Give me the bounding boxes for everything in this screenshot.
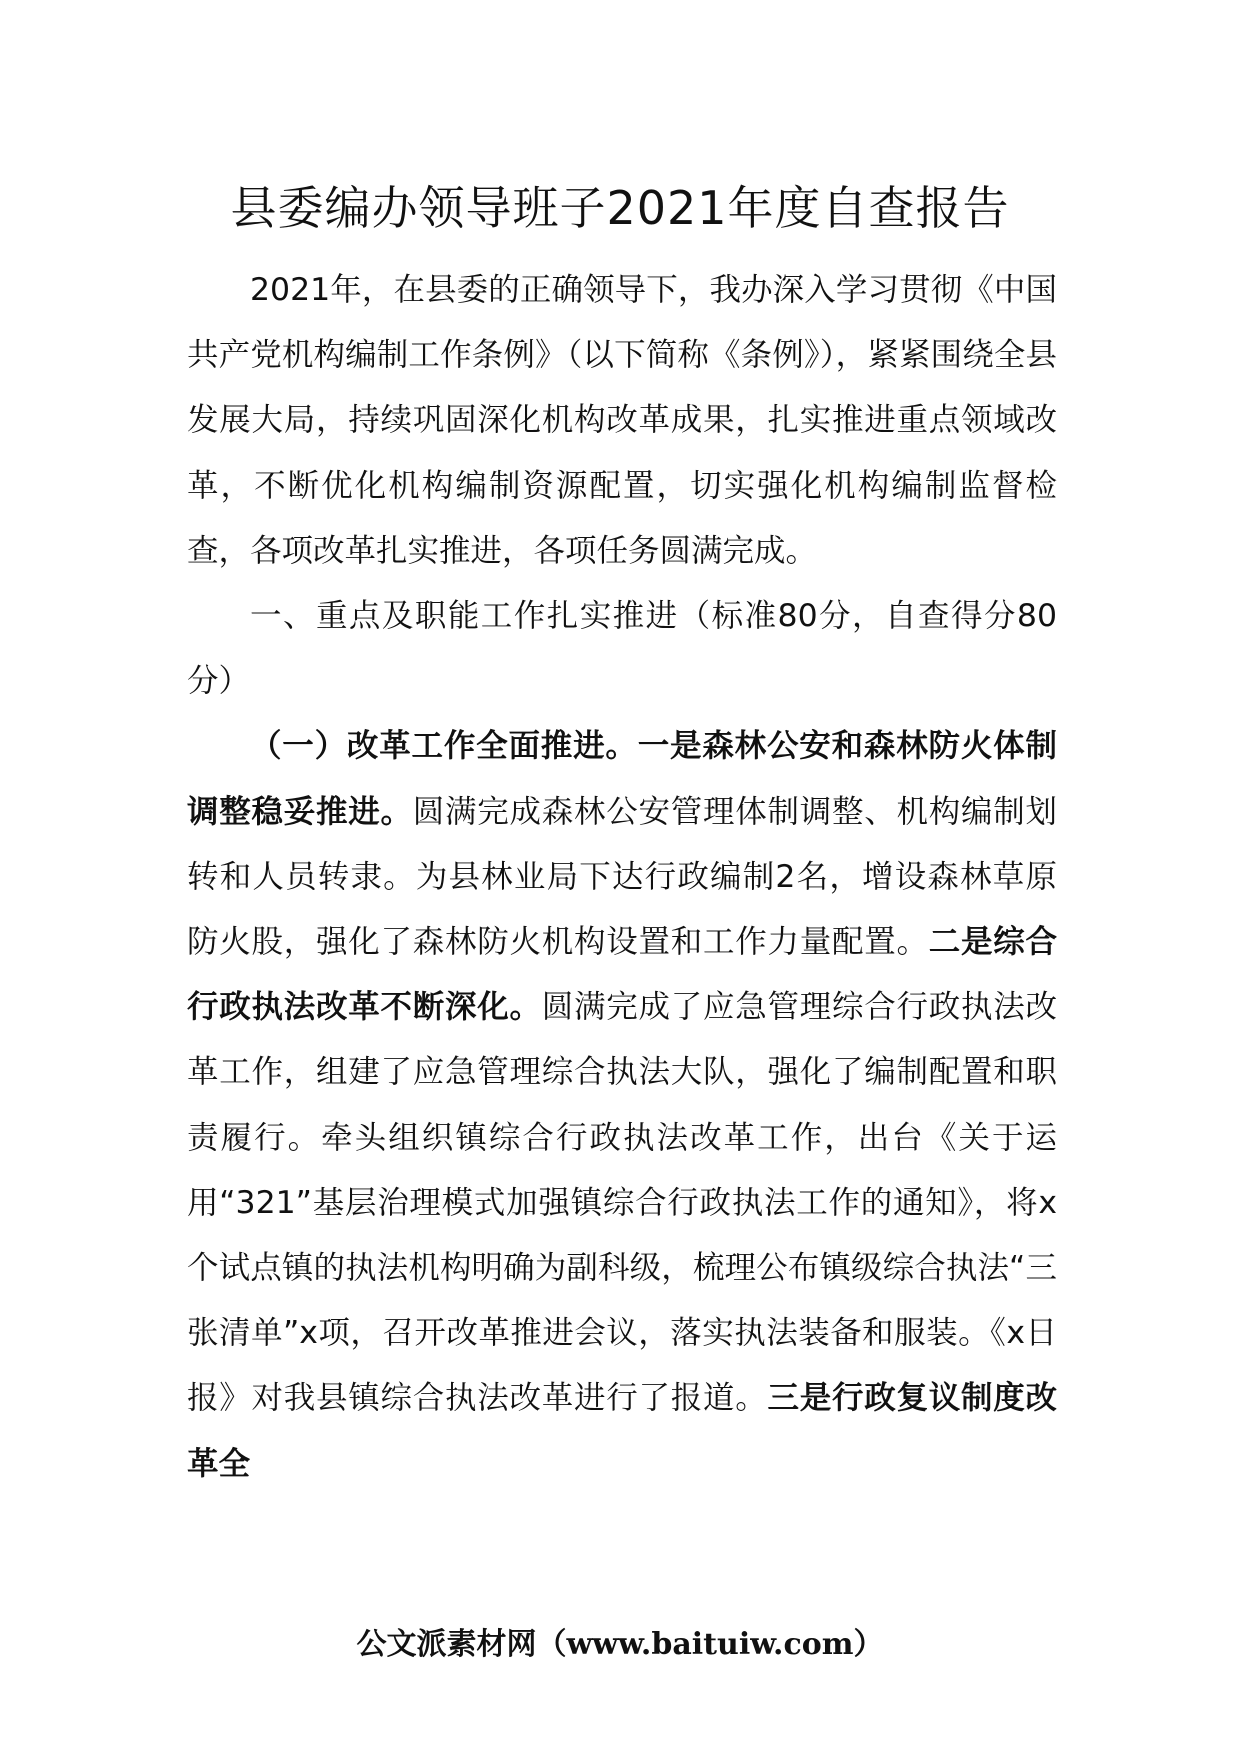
- subsection-paragraph: [187, 714, 1057, 1496]
- point3-title: 三是行政复议制度改革全: [187, 1380, 1057, 1482]
- section-heading: 一、重点及职能工作扎实推进（标准80分，自查得分80分）: [187, 598, 1057, 700]
- footer-watermark: 公文派素材网（www.baituiw.com）: [356, 1627, 884, 1662]
- document-title: 县委编办领导班子2021年度自查报告: [230, 181, 1010, 235]
- document-body: [187, 258, 1057, 1497]
- subsection-heading: （一）改革工作全面推进。: [250, 728, 638, 765]
- point2-text: 圆满完成了应急管理综合行政执法改革工作，组建了应急管理综合执法大队，强化了编制配置和职责履行。牵头组织镇综合行政执法改革工作，出台《关于运用“321”基层治理模式加强镇综合行政执法工作的通知》，将x个试点镇的执法机构明确为副科级，梳理公布镇级综合执法“三张清单”x项，召开改革推进会议，落实执法装备和服装。《x日报》对我县镇综合执法改革进行了报道。: [187, 989, 1057, 1417]
- point1-text: 圆满完成森林公安管理体制调整、机构编制划转和人员转隶。为县林业局下达行政编制2名，增设森林草原防火股，强化了森林防火机构设置和工作力量配置。: [187, 793, 1057, 961]
- point2-title: 二是综合行政执法改革不断深化。: [187, 924, 1057, 1026]
- point1-title: 一是森林公安和森林防火体制调整稳妥推进。: [187, 728, 1057, 830]
- intro-paragraph: 2021年，在县委的正确领导下，我办深入学习贯彻《中国共产党机构编制工作条例》（以下简称《条例》），紧紧围绕全县发展大局，持续巩固深化机构改革成果，扎实推进重点领域改革，不断优化机构编制资源配置，切实强化机构编制监督检查，各项改革扎实推进，各项任务圆满完成。: [187, 272, 1057, 569]
